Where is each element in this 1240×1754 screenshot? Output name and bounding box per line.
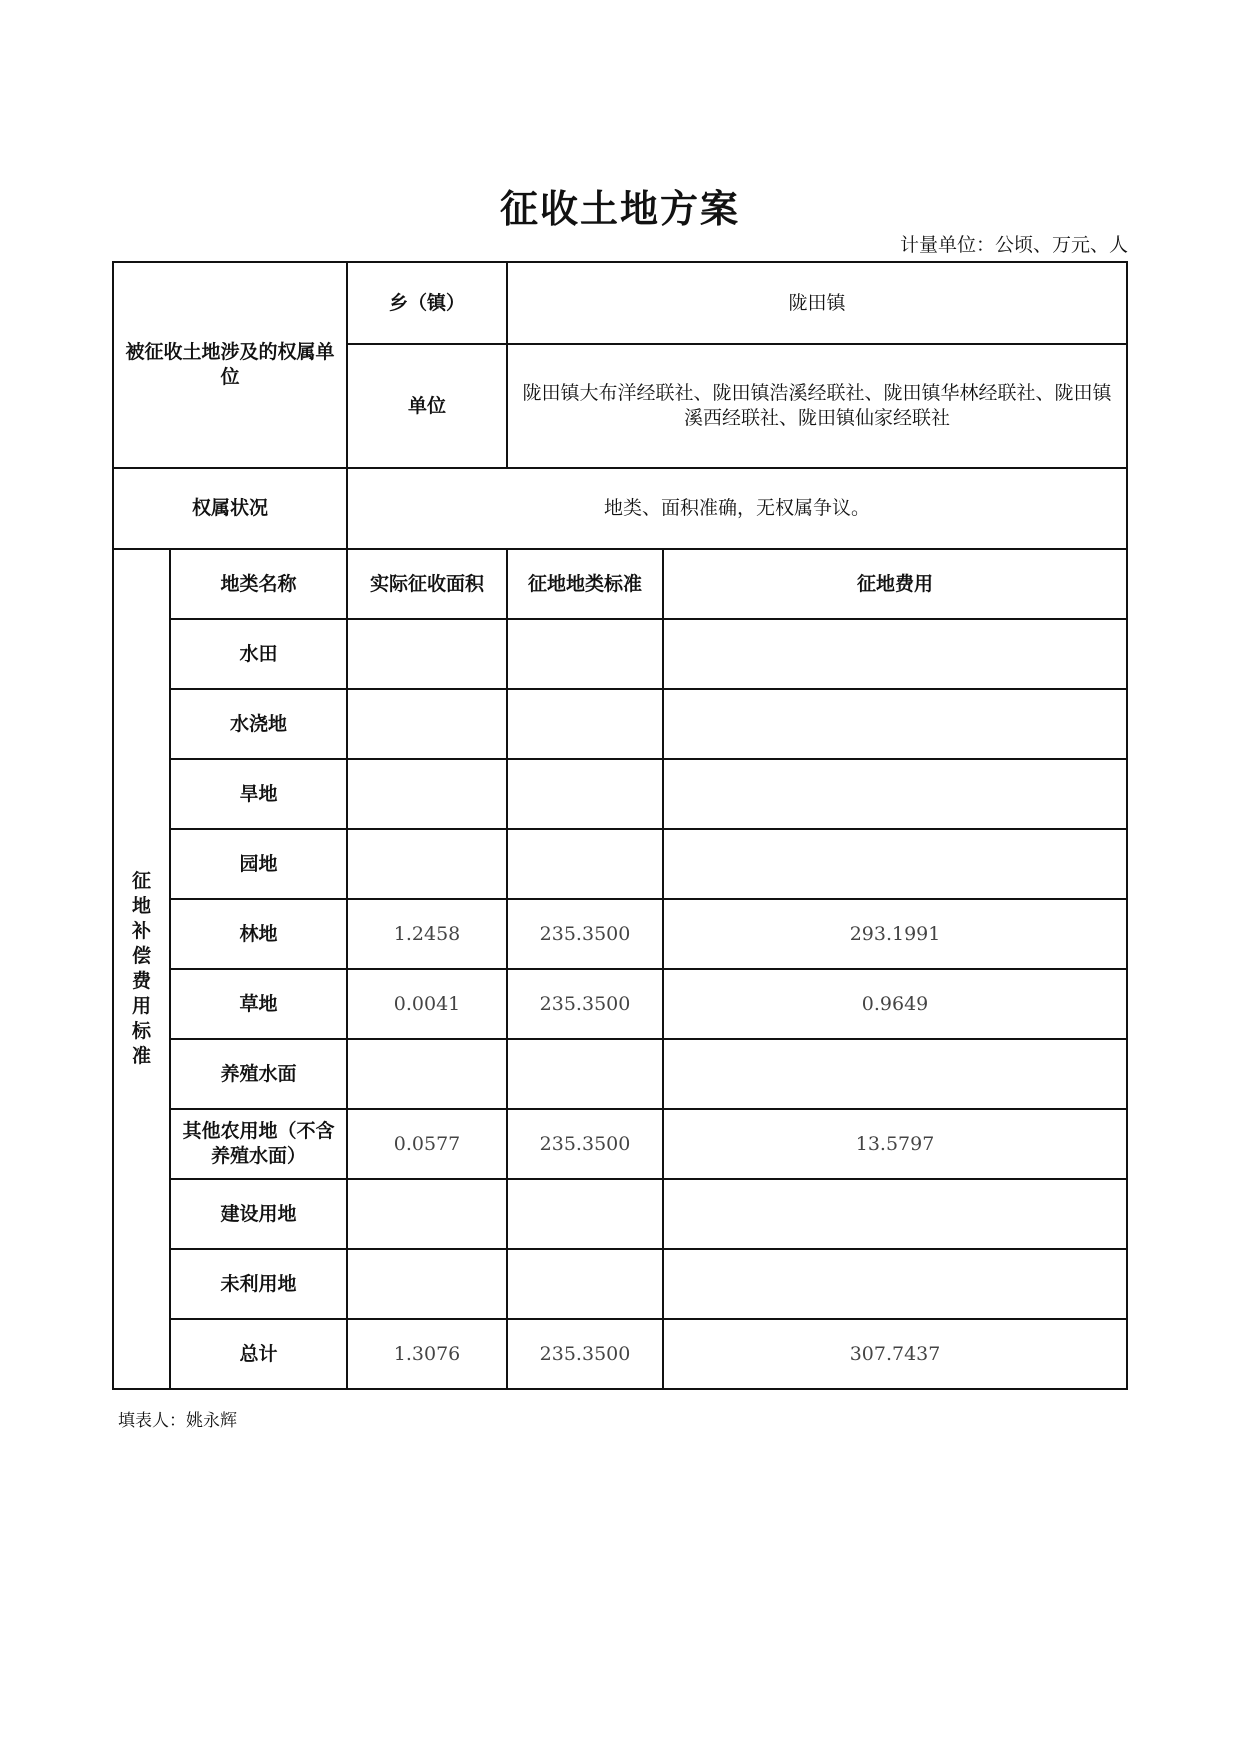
area-cell bbox=[347, 619, 507, 689]
compensation-section-text: 征地补偿费用标准 bbox=[132, 870, 152, 1067]
standard-cell bbox=[507, 1179, 663, 1249]
table-row bbox=[113, 689, 1127, 759]
table-row bbox=[113, 759, 1127, 829]
table-row bbox=[113, 969, 1127, 1039]
area-cell bbox=[347, 1249, 507, 1319]
header-actual-area: 实际征收面积 bbox=[347, 549, 507, 619]
ownership-label: 被征收土地涉及的权属单位 bbox=[113, 262, 347, 468]
standard-cell: 235.3500 bbox=[507, 1109, 663, 1179]
area-cell bbox=[347, 689, 507, 759]
standard-cell bbox=[507, 1039, 663, 1109]
land-type-cell: 建设用地 bbox=[170, 1179, 347, 1249]
header-standard: 征地地类标准 bbox=[507, 549, 663, 619]
standard-cell bbox=[507, 1249, 663, 1319]
land-type-cell: 总计 bbox=[170, 1319, 347, 1389]
area-cell: 0.0041 bbox=[347, 969, 507, 1039]
fee-cell bbox=[663, 1179, 1127, 1249]
header-fee: 征地费用 bbox=[663, 549, 1127, 619]
fee-cell: 307.7437 bbox=[663, 1319, 1127, 1389]
town-label: 乡（镇） bbox=[347, 262, 507, 344]
compensation-section-label bbox=[113, 549, 170, 1389]
unit-note: 计量单位：公顷、万元、人 bbox=[899, 234, 1128, 256]
standard-cell bbox=[507, 759, 663, 829]
area-cell bbox=[347, 759, 507, 829]
fee-cell bbox=[663, 1249, 1127, 1319]
land-type-cell: 草地 bbox=[170, 969, 347, 1039]
fee-cell bbox=[663, 1039, 1127, 1109]
table-row bbox=[113, 619, 1127, 689]
column-header-row bbox=[113, 549, 1127, 619]
standard-cell: 235.3500 bbox=[507, 899, 663, 969]
land-type-cell: 林地 bbox=[170, 899, 347, 969]
area-cell: 1.3076 bbox=[347, 1319, 507, 1389]
land-type-cell: 旱地 bbox=[170, 759, 347, 829]
area-cell bbox=[347, 829, 507, 899]
fee-cell: 293.1991 bbox=[663, 899, 1127, 969]
fee-cell: 13.5797 bbox=[663, 1109, 1127, 1179]
status-label: 权属状况 bbox=[113, 468, 347, 549]
table-row bbox=[113, 1179, 1127, 1249]
area-cell bbox=[347, 1179, 507, 1249]
fee-cell bbox=[663, 689, 1127, 759]
table-row bbox=[113, 1319, 1127, 1389]
fee-cell bbox=[663, 829, 1127, 899]
unit-value: 陇田镇大布洋经联社、陇田镇浩溪经联社、陇田镇华林经联社、陇田镇溪西经联社、陇田镇仙家经联社 bbox=[507, 344, 1127, 468]
standard-cell bbox=[507, 829, 663, 899]
filler-note: 填表人：姚永辉 bbox=[118, 1411, 237, 1431]
area-cell bbox=[347, 1039, 507, 1109]
fee-cell: 0.9649 bbox=[663, 969, 1127, 1039]
table-row bbox=[113, 1039, 1127, 1109]
table-row bbox=[113, 829, 1127, 899]
table-row bbox=[113, 468, 1127, 549]
area-cell: 0.0577 bbox=[347, 1109, 507, 1179]
fee-cell bbox=[663, 619, 1127, 689]
table-row bbox=[113, 1249, 1127, 1319]
table-row bbox=[113, 262, 1127, 344]
standard-cell: 235.3500 bbox=[507, 1319, 663, 1389]
town-value: 陇田镇 bbox=[507, 262, 1127, 344]
fee-cell bbox=[663, 759, 1127, 829]
land-type-cell: 养殖水面 bbox=[170, 1039, 347, 1109]
standard-cell: 235.3500 bbox=[507, 969, 663, 1039]
unit-label: 单位 bbox=[347, 344, 507, 468]
land-type-cell: 园地 bbox=[170, 829, 347, 899]
table-row bbox=[113, 1109, 1127, 1179]
standard-cell bbox=[507, 619, 663, 689]
document-title: 征收土地方案 bbox=[499, 187, 740, 231]
land-type-cell: 水浇地 bbox=[170, 689, 347, 759]
land-acquisition-table bbox=[112, 261, 1128, 1390]
area-cell: 1.2458 bbox=[347, 899, 507, 969]
status-value: 地类、面积准确，无权属争议。 bbox=[347, 468, 1127, 549]
land-type-cell: 水田 bbox=[170, 619, 347, 689]
table-row bbox=[113, 899, 1127, 969]
land-type-cell: 未利用地 bbox=[170, 1249, 347, 1319]
header-land-type: 地类名称 bbox=[170, 549, 347, 619]
land-type-cell: 其他农用地（不含养殖水面） bbox=[170, 1109, 347, 1179]
standard-cell bbox=[507, 689, 663, 759]
